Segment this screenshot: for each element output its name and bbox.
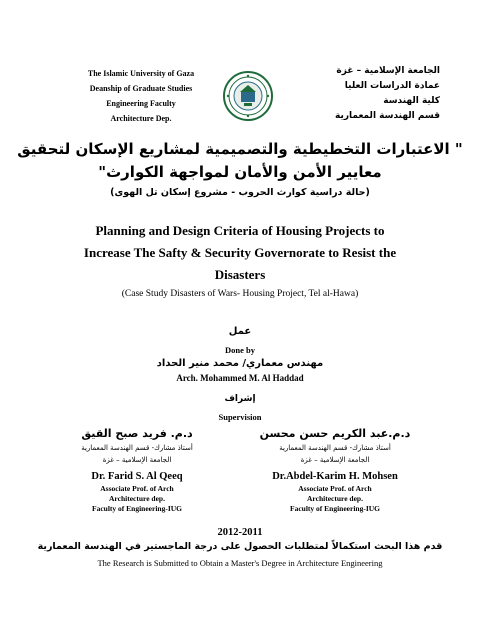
- author-name-ar: مهندس معماري/ محمد منير الحداد: [156, 358, 324, 369]
- header-line: كلية الهندسة: [383, 96, 440, 106]
- supervisor-right: [250, 426, 420, 514]
- supervisor-dep-en: Architecture dep.: [307, 494, 363, 503]
- supervisor-title-en: Associate Prof. of Arch: [100, 484, 174, 493]
- title-ar-line2: معايير الأمن والأمان لمواجهة الكوارث": [98, 163, 382, 181]
- supervisor-university-ar: الجامعة الإسلامية – غزة: [300, 456, 370, 464]
- supervisor-faculty-en: Faculty of Engineering-IUG: [92, 504, 182, 513]
- supervisor-title-ar: أستاذ مشارك- قسم الهندسة المعمارية: [81, 444, 193, 452]
- header-line: The Islamic University of Gaza: [87, 69, 195, 78]
- supervisor-university-ar: الجامعة الإسلامية – غزة: [102, 456, 172, 464]
- header-line: عمادة الدراسات العليا: [344, 81, 440, 91]
- author-name-en: Arch. Mohammed M. Al Haddad: [176, 373, 304, 383]
- title-ar-line1: " الاعتبارات التخطيطية والتصميمية لمشاريع الإسكان لتحقيق: [17, 140, 463, 158]
- header-line: الجامعة الإسلامية – غزة: [336, 66, 440, 76]
- supervisor-name-en: Dr.Abdel-Karim H. Mohsen: [272, 471, 398, 482]
- university-seal-icon: [222, 70, 274, 122]
- supervision-label-ar: إشراف: [224, 394, 256, 404]
- submission-statement-ar: قدم هذا البحث استكمالاً لمتطلبات الحصول على درجة الماجستير في الهندسة المعمارية: [37, 541, 443, 552]
- title-en: [70, 220, 410, 286]
- supervisor-title-ar: أستاذ مشارك- قسم الهندسة المعمارية: [279, 444, 391, 452]
- header-line: Engineering Faculty: [106, 99, 176, 108]
- submission-statement-en: The Research is Submitted to Obtain a Master's Degree in Architecture Engineering: [97, 558, 383, 568]
- header-line: Deanship of Graduate Studies: [89, 84, 193, 93]
- subtitle-ar: (حالة دراسية كوارث الحروب - مشروع إسكان تل الهوى): [110, 187, 370, 198]
- supervisor-name-ar: د.م.عبد الكريم حسن محسن: [259, 427, 411, 440]
- header-university-ar: [322, 64, 440, 124]
- done-by-label-ar: عمل: [228, 326, 252, 337]
- supervisor-title-en: Associate Prof. of Arch: [298, 484, 372, 493]
- supervision-label-en: Supervision: [218, 412, 262, 422]
- header-line: قسم الهندسة المعمارية: [335, 111, 440, 121]
- subtitle-en: (Case Study Disasters of Wars- Housing Project, Tel al-Hawa): [121, 289, 359, 299]
- title-en-line3: Disasters: [214, 267, 266, 282]
- supervisor-name-ar: د.م. فريد صبح القيق: [81, 427, 193, 440]
- supervisor-left: [52, 426, 222, 514]
- supervisor-faculty-en: Faculty of Engineering-IUG: [290, 504, 380, 513]
- header-line: Architecture Dep.: [110, 114, 172, 123]
- title-en-line2: Increase The Safty & Security Governorate to Resist the: [83, 245, 397, 260]
- header-university-en: [66, 66, 216, 126]
- title-en-line1: Planning and Design Criteria of Housing Projects to: [95, 223, 385, 238]
- done-by-label-en: Done by: [225, 345, 255, 355]
- supervisor-dep-en: Architecture dep.: [109, 494, 165, 503]
- supervisor-name-en: Dr. Farid S. Al Qeeq: [91, 471, 183, 482]
- academic-year: 2012-2011: [217, 527, 263, 538]
